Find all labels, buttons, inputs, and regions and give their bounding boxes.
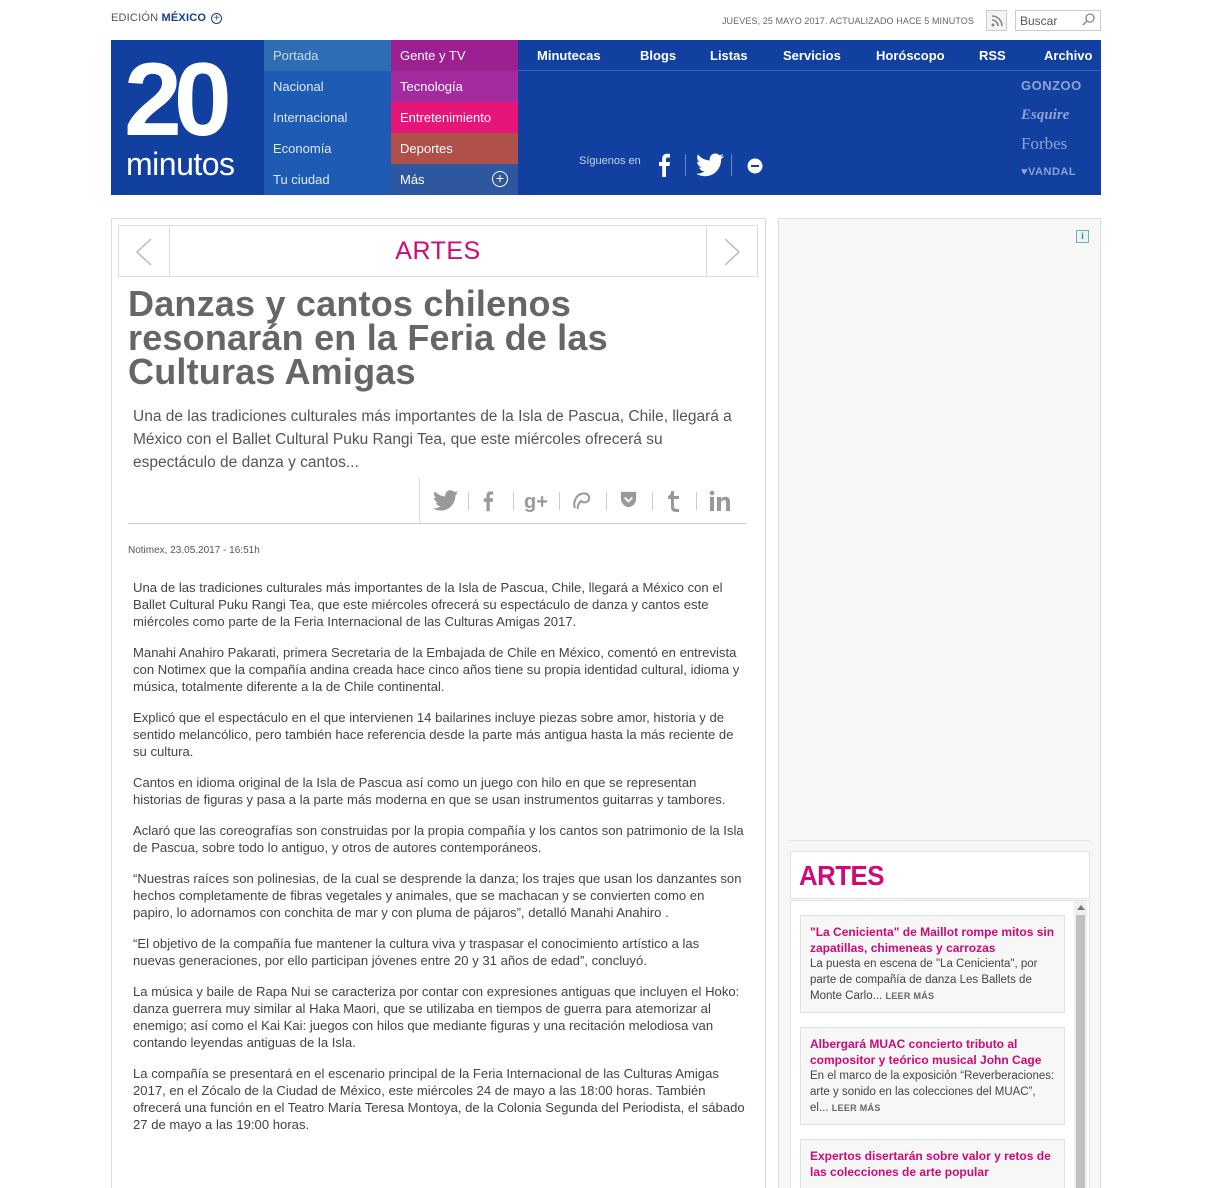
nav-item-tu-ciudad[interactable]: Tu ciudad [273,172,330,187]
scrollbar[interactable] [1074,901,1087,1188]
topnav-horoscopo[interactable]: Horóscopo [876,48,945,63]
article-body [133,579,745,1147]
site-header [111,40,1101,195]
body-paragraph: Una de las tradiciones culturales más importantes de la Isla de Pascua, Chile, llegará a México con el Ballet Cultural Puku Rangi Tea, que este miércoles ofrecerá su espectáculo de danza y cantos este miércoles como parte de la Feria Internacional de las Culturas Amigas 2017. [133,580,723,629]
twitter-share-icon[interactable] [433,490,458,511]
topnav-listas[interactable]: Listas [710,48,748,63]
article-headline: Danzas y cantos chilenos resonarán en la Feria de las Culturas Amigas [128,283,608,392]
logo-word: minutos [126,146,235,182]
topnav-blogs[interactable]: Blogs [640,48,677,63]
brand-forbes[interactable]: Forbes [1021,134,1068,153]
ad-info-icon[interactable]: i [1076,230,1089,243]
news-desc-text: La puesta en escena de "La Cenicienta", por parte de compañía de danza Les Ballets de Monte Carlo... [810,958,1038,1002]
edition-selector[interactable] [111,12,222,24]
news-title[interactable]: Albergará MUAC concierto tributo al compositor y teórico musical John Cage [810,1037,1042,1067]
follow-label: Síguenos en [579,155,641,167]
plus-circle-icon: + [492,171,508,187]
scrollbar-thumb[interactable] [1076,915,1085,1188]
twitter-icon[interactable] [696,153,724,177]
article-byline: Notimex, 23.05.2017 - 16:51h [128,545,260,556]
section-bar [118,225,758,277]
pocket-share-icon[interactable] [619,490,638,509]
nav-item-nacional[interactable]: Nacional [273,79,324,94]
edition-prefix: EDICIÓN [111,12,159,24]
body-paragraph: La música y baile de Rapa Nui se caracteriza por contar con expresiones antiguas que incluyen el Hoko: danza guerrera muy similar al Haka Maori, que se utilizaba en tiempos de guerra para atemorizar al enemigo; así como el Kai Kai: juegos con hilos que mediante figuras y una recitación melodiosa van contando leyendas antiguas de la Isla. [133,984,740,1050]
topnav-archivo[interactable]: Archivo [1044,48,1093,63]
news-desc [810,956,1055,1004]
news-title[interactable]: "La Cenicienta" de Maillot rompe mitos sin zapatillas, chimeneas y carrozas [810,925,1055,955]
section-title[interactable]: ARTES [395,237,481,265]
next-article-button[interactable] [706,226,757,276]
read-more-link[interactable]: LEER MÁS [885,991,935,1001]
body-paragraph: Aclaró que las coreografías son construidas por la propia compañía y los cantos son patrimonio de la Isla de Pascua, sobre todo lo antiguo, y otros de autores contemporáneos. [133,823,744,855]
date-line: JUEVES, 25 MAYO 2017. ACTUALIZADO HACE 5 MINUTOS [721,16,974,26]
more-social-icon[interactable] [747,158,763,174]
article-divider [128,523,746,524]
svg-text:g+: g+ [524,491,548,512]
nav-item-deportes[interactable]: Deportes [391,133,518,164]
top-strip [111,0,1101,40]
article-lead: Una de las tradiciones culturales más importantes de la Isla de Pascua, Chile, llegará a México con el Ballet Cultural Puku Rangi Tea, que este miércoles ofrecerá su espectáculo de danza y cantos... [133,408,732,471]
body-paragraph: Cantos en idioma original de la Isla de Pascua así como un juego con hilo en que se representan historias de figuras y pasa a la parte más moderna en que se usan instrumentos guitarras y tambores. [133,775,726,807]
sidebar-news-list[interactable] [790,900,1090,1188]
chevron-left-icon [135,238,153,266]
nav-item-portada[interactable]: Portada [264,40,391,71]
news-item[interactable] [800,1027,1065,1125]
nav-item-mas[interactable] [391,164,518,195]
vandal-mark-icon: ♥ [1021,166,1029,178]
topnav-servicios[interactable]: Servicios [783,48,841,63]
body-paragraph: Explicó que el espectáculo en el que intervienen 14 bailarines incluye piezas sobre amor, historia y de sentido melancólico, pero también hace referencia desde la parte más antigua hasta la más reciente de su cultura. [133,710,734,759]
nav-item-tecnologia[interactable]: Tecnología [391,71,518,102]
search-icon[interactable] [1082,13,1095,26]
brand-vandal-label: VANDAL [1028,166,1077,178]
nav-item-economia[interactable]: Economía [273,141,332,156]
topnav-rss[interactable]: RSS [979,48,1006,63]
ad-divider [789,840,1090,841]
top-navigation [518,40,1101,71]
google-plus-share-icon[interactable] [524,490,550,512]
news-desc [810,1068,1055,1116]
news-item[interactable] [800,915,1065,1013]
nav-item-gente-tv[interactable]: Gente y TV [391,40,518,71]
nav-item-mas-label: Más [400,172,425,187]
news-desc-text: En el marco de la exposición “Reverberaciones: arte y sonido en las colecciones del MUAC”, el... [810,1070,1055,1114]
nav-item-internacional[interactable]: Internacional [273,110,348,125]
brand-esquire[interactable]: Esquire [1021,107,1070,123]
share-bar [419,478,746,524]
search-input[interactable]: Buscar [1015,10,1101,31]
sidebar-section-header [790,851,1090,899]
nav-item-entretenimiento[interactable]: Entretenimiento [391,102,518,133]
brand-gonzoo[interactable]: GONZOO [1021,78,1082,93]
read-more-link[interactable]: LEER MÁS [831,1103,881,1113]
topnav-minutecas[interactable]: Minutecas [537,48,601,63]
rss-button[interactable] [986,10,1007,31]
brand-vandal[interactable] [1021,166,1076,178]
facebook-icon[interactable] [657,153,671,177]
body-paragraph: Manahi Anahiro Pakarati, primera Secretaria de la Embajada de Chile en México, comentó en entrevista con Notimex que la compañía andina creada hace cinco años tiene su propia identidad cultural, idioma y música, totalmente diferente a la de Chile continental. [133,645,740,694]
body-paragraph: “Nuestras raíces son polinesias, de la cual se desprende la danza; los trajes que usan los danzantes son hechos completamente de fibras vegetales y animales, que se machacan y se convierten como en papiro, lo adornamos con conchita de mar y con pluma de pájaros”, detalló Manahi Anahiro . [133,871,742,920]
nav-column-2 [391,40,518,195]
meneame-share-icon[interactable] [571,490,593,512]
linkedin-share-icon[interactable] [709,490,731,511]
news-title[interactable]: Expertos disertarán sobre valor y retos de las colecciones de arte popular [810,1149,1051,1179]
news-item[interactable] [800,1139,1065,1188]
tumblr-share-icon[interactable] [666,490,681,512]
site-logo[interactable] [111,40,264,195]
prev-article-button[interactable] [119,226,170,276]
edition-country: MÉXICO [161,12,207,24]
sidebar [778,218,1101,1188]
body-paragraph: “El objetivo de la compañía fue mantener la cultura viva y traspasar el conocimiento artístico a las nuevas generaciones, por ello participan jóvenes entre 20 y 31 años de edad”, concluyó. [133,936,700,968]
sidebar-section-title[interactable]: ARTES [799,860,885,891]
body-paragraph: La compañía se presentará en el escenario principal de la Feria Internacional de las Culturas Amigas 2017, en el Zócalo de la Ciudad de México, este miércoles 24 de mayo a las 18:00 horas. También ofrecerá una función en el Teatro María Teresa Montoya, de la Colonia Segunda del Periodista, el sábado 27 de mayo a las 19:00 horas. [133,1066,745,1132]
rss-icon [991,15,1003,27]
logo-number: 20 [124,42,224,158]
article-card [111,218,766,1188]
nav-column-1 [264,40,391,195]
facebook-share-icon[interactable] [482,490,494,512]
plus-icon[interactable]: + [211,13,222,24]
scroll-up-arrow-icon[interactable] [1077,905,1085,910]
chevron-right-icon [723,238,741,266]
